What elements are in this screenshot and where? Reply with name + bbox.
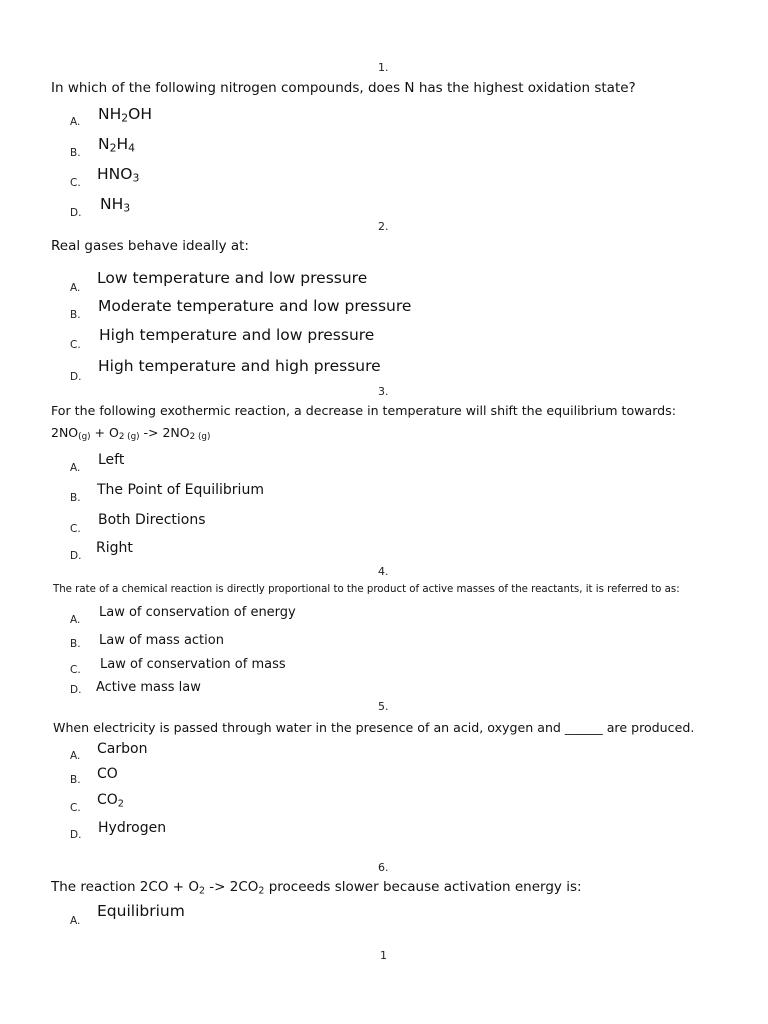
option-text: Hydrogen (98, 820, 167, 836)
option-letter: D. (70, 550, 82, 562)
question-number: 2. (378, 220, 389, 233)
option-text: $HNO_3$ (97, 165, 140, 185)
option-letter: D. (70, 207, 82, 219)
question-text: For the following exothermic reaction, a decrease in temperature will shift the equilibrium towards: (51, 403, 676, 418)
option-letter: A. (70, 614, 81, 626)
question-text: Real gases behave ideally at: (51, 238, 249, 254)
page-number: 1 (380, 949, 387, 962)
option-text: High temperature and low pressure (99, 326, 375, 344)
question-number: 1. (378, 61, 389, 74)
option-letter: D. (70, 371, 82, 383)
option-letter: B. (70, 638, 81, 650)
question-number: 4. (378, 565, 389, 578)
option-letter: C. (70, 802, 81, 814)
option-letter: B. (70, 774, 81, 786)
question-text: In which of the following nitrogen compounds, does N has the highest oxidation state? (51, 80, 636, 96)
option-text: Law of mass action (99, 633, 224, 648)
option-text: High temperature and high pressure (98, 357, 381, 375)
question-number: 5. (378, 700, 389, 713)
reaction-equation: $2NO_{(g)} + O_{2 (g)} -> 2NO_{2 (g)}$ (51, 425, 211, 443)
option-letter: B. (70, 492, 81, 504)
option-letter: A. (70, 915, 81, 927)
option-letter: B. (70, 309, 81, 321)
option-letter: C. (70, 664, 81, 676)
option-text: Carbon (97, 741, 148, 757)
option-letter: D. (70, 684, 82, 696)
option-text: The Point of Equilibrium (97, 482, 264, 498)
option-letter: A. (70, 750, 81, 762)
option-text: $NH_3$ (100, 195, 131, 215)
option-text: Both Directions (98, 512, 206, 528)
option-text: $CO_2$ (97, 792, 125, 810)
option-text: Left (98, 452, 125, 468)
option-letter: C. (70, 177, 81, 189)
option-letter: D. (70, 829, 82, 841)
option-text: Law of conservation of mass (100, 657, 286, 672)
option-text: Right (96, 540, 133, 556)
question-text: When electricity is passed through water in the presence of an acid, oxygen and ______ are produced. (53, 720, 695, 735)
option-letter: C. (70, 339, 81, 351)
option-text: Moderate temperature and low pressure (98, 297, 412, 315)
question-number: 3. (378, 385, 389, 398)
question-text: The reaction $2CO + O_2 -> 2CO_2$ proceeds slower because activation energy is: (51, 879, 582, 897)
option-text: Equilibrium (97, 902, 185, 920)
option-text: $N_2H_4$ (98, 135, 136, 155)
option-text: $NH_2OH$ (98, 105, 153, 125)
option-text: Low temperature and low pressure (97, 269, 368, 287)
option-letter: A. (70, 462, 81, 474)
option-letter: B. (70, 147, 81, 159)
question-text: The rate of a chemical reaction is directly proportional to the product of active masses of the reactants, it is referred to as: (53, 584, 680, 595)
option-letter: A. (70, 282, 81, 294)
option-text: CO (97, 766, 118, 782)
option-text: Active mass law (96, 680, 201, 695)
question-number: 6. (378, 861, 389, 874)
option-letter: A. (70, 116, 81, 128)
option-letter: C. (70, 523, 81, 535)
option-text: Law of conservation of energy (99, 605, 296, 620)
